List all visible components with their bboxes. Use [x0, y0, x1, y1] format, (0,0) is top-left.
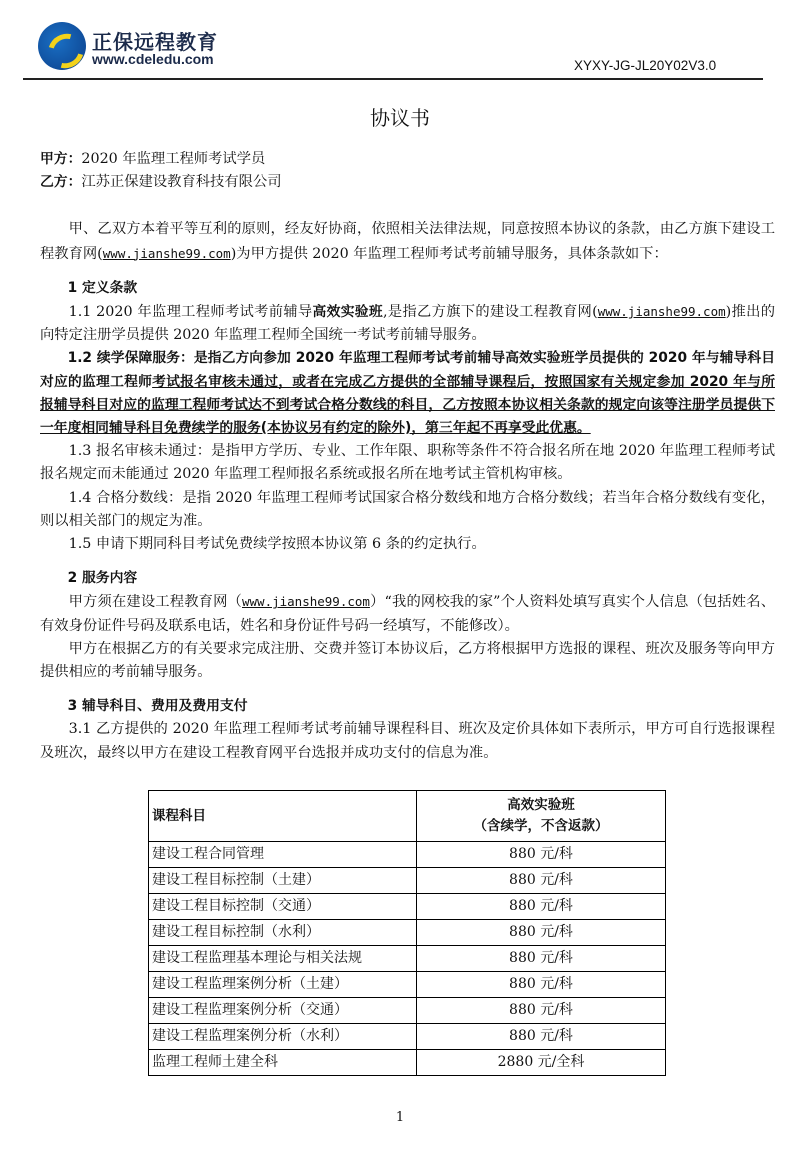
doc-code: XYXY-JG-JL20Y02V3.0 — [574, 58, 717, 73]
intro-paragraph: 甲、乙双方本着平等互利的原则，经友好协商，依照相关法律法规，同意按照本协议的条款，由乙方旗下建设工程教育网(www.jianshe99.com)为甲方提供 2020 年监理工程师考试考前辅导服务，具体条款如下： — [40, 221, 775, 262]
course-name: 建设工程目标控制（土建） — [149, 868, 417, 894]
clause-1-4: 1.4 合格分数线：是指 2020 年监理工程师考试国家合格分数线和地方合格分数线；若当年合格分数线有变化，则以相关部门的规定为准。 — [40, 489, 775, 529]
course-price: 880 元/科 — [417, 842, 666, 868]
clause-1-1: 1.1 2020 年监理工程师考试考前辅导高效实验班,是指乙方旗下的建设工程教育网(www.jianshe99.com)推出的向特定注册学员提供 2020 年监理工程师全国统一考试考前辅导服务。 — [40, 304, 775, 344]
course-price: 2880 元/全科 — [417, 1050, 666, 1076]
website-link[interactable]: www.jianshe99.com — [102, 245, 231, 261]
header-divider — [23, 78, 763, 80]
course-price: 880 元/科 — [417, 998, 666, 1024]
course-name: 建设工程监理基本理论与相关法规 — [149, 946, 417, 972]
logo-icon — [38, 22, 86, 70]
website-link[interactable]: www.jianshe99.com — [242, 594, 370, 610]
header-class: 高效实验班 （含续学，不含返款） — [417, 791, 666, 842]
website-link[interactable]: www.jianshe99.com — [597, 304, 726, 320]
course-price: 880 元/科 — [417, 894, 666, 920]
table-row — [149, 946, 666, 972]
section-2-paragraph-1: 甲方须在建设工程教育网（www.jianshe99.com）“我的网校我的家”个人资料处填写真实个人信息（包括姓名、有效身份证件号码及联系电话，姓名和身份证件号码一经填写，不能修改）。 — [40, 594, 776, 634]
brand-site: www.cdeledu.com — [92, 51, 214, 67]
clause-1-5: 1.5 申请下期同科目考试免费续学按照本协议第 6 条的约定执行。 — [68, 536, 486, 553]
course-price: 880 元/科 — [417, 946, 666, 972]
table-row — [149, 972, 666, 998]
table-row — [149, 1024, 666, 1050]
course-name: 建设工程合同管理 — [149, 842, 417, 868]
page-number: 1 — [395, 1110, 405, 1125]
course-name: 监理工程师土建全科 — [149, 1050, 417, 1076]
course-price: 880 元/科 — [417, 972, 666, 998]
table-row — [149, 1050, 666, 1076]
section-1-heading: 1 定义条款 — [67, 279, 138, 296]
course-name: 建设工程监理案例分析（水利） — [149, 1024, 417, 1050]
table-row — [149, 868, 666, 894]
clause-1-3: 1.3 报名审核未通过：是指甲方学历、专业、工作年限、职称等条件不符合报名所在地 2020 年监理工程师考试报名规定而未能通过 2020 年监理工程师报名系统或报名所在地考试主管机构审核。 — [40, 443, 775, 483]
clause-3-1: 3.1 乙方提供的 2020 年监理工程师考试考前辅导课程科目、班次及定价具体如下表所示，甲方可自行选报课程及班次，最终以甲方在建设工程教育网平台选报并成功支付的信息为准。 — [40, 721, 775, 761]
page-title: 协议书 — [370, 106, 430, 130]
course-name: 建设工程目标控制（水利） — [149, 920, 417, 946]
section-2-heading: 2 服务内容 — [67, 570, 138, 587]
course-price: 880 元/科 — [417, 1024, 666, 1050]
header-course: 课程科目 — [149, 791, 417, 842]
course-price: 880 元/科 — [417, 920, 666, 946]
price-table — [148, 790, 666, 1076]
document-body — [40, 148, 775, 765]
course-name: 建设工程监理案例分析（土建） — [149, 972, 417, 998]
course-name: 建设工程监理案例分析（交通） — [149, 998, 417, 1024]
clause-1-2: 1.2 续学保障服务：是指乙方向参加 2020 年监理工程师考试考前辅导高效实验班学员提供的 2020 年与辅导科目对应的监理工程师考试报名审核未通过，或者在完成乙方提供的全部辅导课程后，按照国家有关规定参加 2020 年与所报辅导科目对应的监理工程师考试达不到考试合格分数线的科目，乙方按照本协议相关条款的规定向该等注册学员提供下一年度相同辅导科目免费续学的服务(本协议另有约定的除外)，第三年起不再享受此优惠。 — [40, 350, 775, 437]
table-row — [149, 920, 666, 946]
party-b: 乙方：江苏正保建设教育科技有限公司 — [40, 174, 282, 191]
table-row — [149, 998, 666, 1024]
party-a: 甲方：2020 年监理工程师考试学员 — [40, 151, 266, 167]
section-2-paragraph-2: 甲方在根据乙方的有关要求完成注册、交费并签订本协议后，乙方将根据甲方选报的课程、班次及服务等向甲方提供相应的考前辅导服务。 — [40, 640, 775, 681]
course-price: 880 元/科 — [417, 868, 666, 894]
table-row — [149, 842, 666, 868]
brand-name: 正保远程教育 — [92, 30, 218, 54]
section-3-heading: 3 辅导科目、费用及费用支付 — [67, 698, 248, 715]
table-header-row — [149, 791, 666, 842]
table-row — [149, 894, 666, 920]
course-name: 建设工程目标控制（交通） — [149, 894, 417, 920]
